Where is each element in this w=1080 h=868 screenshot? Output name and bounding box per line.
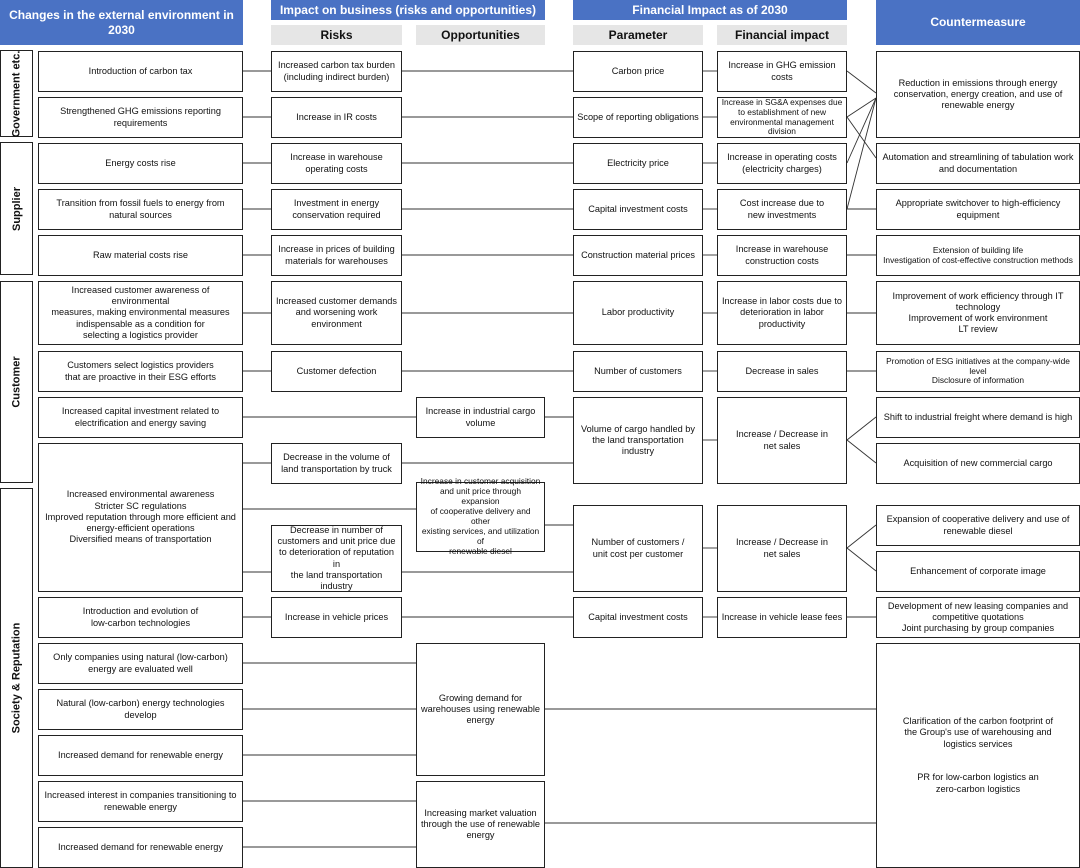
opportunity-box: Increase in industrial cargo volume bbox=[416, 397, 545, 438]
change-box: Increased interest in companies transitioning to renewable energy bbox=[38, 781, 243, 822]
financial-impact-box: Increase / Decrease in net sales bbox=[717, 397, 847, 484]
header-changes: Changes in the external environment in 2030 bbox=[0, 0, 243, 45]
financial-impact-box: Decrease in sales bbox=[717, 351, 847, 392]
parameter-box: Volume of cargo handled by the land transportation industry bbox=[573, 397, 703, 484]
category-customer bbox=[0, 281, 33, 483]
countermeasure-box: Shift to industrial freight where demand is high bbox=[876, 397, 1080, 438]
category-government bbox=[0, 50, 33, 137]
parameter-box: Labor productivity bbox=[573, 281, 703, 345]
countermeasure-box: Enhancement of corporate image bbox=[876, 551, 1080, 592]
opportunity-box: Increase in customer acquisition and unit price through expansion of cooperative delivery and other existing services, and utilization of renewable diesel bbox=[416, 482, 545, 552]
risk-box: Decrease in the volume of land transportation by truck bbox=[271, 443, 402, 484]
header-countermeasure: Countermeasure bbox=[876, 0, 1080, 45]
countermeasure-box: Promotion of ESG initiatives at the company-wide level Disclosure of information bbox=[876, 351, 1080, 392]
change-box: Increased demand for renewable energy bbox=[38, 827, 243, 868]
subheader-financial-impact: Financial impact bbox=[717, 25, 847, 45]
parameter-box: Carbon price bbox=[573, 51, 703, 92]
change-box: Raw material costs rise bbox=[38, 235, 243, 276]
parameter-box: Number of customers bbox=[573, 351, 703, 392]
parameter-box: Capital investment costs bbox=[573, 597, 703, 638]
risk-box: Increase in vehicle prices bbox=[271, 597, 402, 638]
parameter-box: Scope of reporting obligations bbox=[573, 97, 703, 138]
change-box: Natural (low-carbon) energy technologies develop bbox=[38, 689, 243, 730]
category-society-label: Society & Reputation bbox=[10, 622, 23, 734]
risk-box: Increase in IR costs bbox=[271, 97, 402, 138]
change-box: Increased demand for renewable energy bbox=[38, 735, 243, 776]
financial-impact-box: Increase in warehouse construction costs bbox=[717, 235, 847, 276]
change-box: Increased environmental awareness Stricter SC regulations Improved reputation through more efficient and energy-efficient operations Diversified means of transportation bbox=[38, 443, 243, 592]
risk-box: Increase in prices of building materials for warehouses bbox=[271, 235, 402, 276]
financial-impact-box: Increase in labor costs due to deterioration in labor productivity bbox=[717, 281, 847, 345]
change-box: Strengthened GHG emissions reporting requirements bbox=[38, 97, 243, 138]
change-box: Increased capital investment related to electrification and energy saving bbox=[38, 397, 243, 438]
change-box: Only companies using natural (low-carbon) energy are evaluated well bbox=[38, 643, 243, 684]
countermeasure-box: Reduction in emissions through energy conservation, energy creation, and use of renewable energy bbox=[876, 51, 1080, 138]
category-government-label: Government etc. bbox=[10, 50, 23, 137]
risk-box: Increased customer demands and worsening work environment bbox=[271, 281, 402, 345]
header-impact: Impact on business (risks and opportunities) bbox=[271, 0, 545, 20]
countermeasure-box: Appropriate switchover to high-efficiency equipment bbox=[876, 189, 1080, 230]
countermeasure-box: Development of new leasing companies and competitive quotations Joint purchasing by group companies bbox=[876, 597, 1080, 638]
countermeasure-box: Improvement of work efficiency through IT technology Improvement of work environment LT review bbox=[876, 281, 1080, 345]
parameter-box: Construction material prices bbox=[573, 235, 703, 276]
change-box: Increased customer awareness of environmental measures, making environmental measures indispensable as a condition for selecting a logistics provider bbox=[38, 281, 243, 345]
change-box: Transition from fossil fuels to energy from natural sources bbox=[38, 189, 243, 230]
subheader-opportunities: Opportunities bbox=[416, 25, 545, 45]
category-supplier bbox=[0, 142, 33, 275]
change-box: Customers select logistics providers that are proactive in their ESG efforts bbox=[38, 351, 243, 392]
financial-impact-box: Increase in operating costs (electricity charges) bbox=[717, 143, 847, 184]
risk-box: Investment in energy conservation required bbox=[271, 189, 402, 230]
risk-box: Increase in warehouse operating costs bbox=[271, 143, 402, 184]
subheader-risks: Risks bbox=[271, 25, 402, 45]
financial-impact-box: Increase in vehicle lease fees bbox=[717, 597, 847, 638]
category-supplier-label: Supplier bbox=[10, 186, 23, 231]
change-box: Energy costs rise bbox=[38, 143, 243, 184]
parameter-box: Number of customers / unit cost per customer bbox=[573, 505, 703, 592]
financial-impact-box: Increase / Decrease in net sales bbox=[717, 505, 847, 592]
change-box: Introduction of carbon tax bbox=[38, 51, 243, 92]
financial-impact-box: Increase in SG&A expenses due to establishment of new environmental management division bbox=[717, 97, 847, 138]
risk-box: Customer defection bbox=[271, 351, 402, 392]
subheader-parameter: Parameter bbox=[573, 25, 703, 45]
parameter-box: Capital investment costs bbox=[573, 189, 703, 230]
financial-impact-box: Increase in GHG emission costs bbox=[717, 51, 847, 92]
countermeasure-box: Clarification of the carbon footprint of the Group's use of warehousing and logistics services PR for low-carbon logistics an zero-carbon logistics bbox=[876, 643, 1080, 868]
risk-box: Decrease in number of customers and unit price due to deterioration of reputation in the land transportation industry bbox=[271, 525, 402, 592]
parameter-box: Electricity price bbox=[573, 143, 703, 184]
risk-box: Increased carbon tax burden (including indirect burden) bbox=[271, 51, 402, 92]
category-customer-label: Customer bbox=[10, 356, 23, 408]
opportunity-box: Growing demand for warehouses using renewable energy bbox=[416, 643, 545, 776]
category-society bbox=[0, 488, 33, 868]
opportunity-box: Increasing market valuation through the use of renewable energy bbox=[416, 781, 545, 868]
header-financial: Financial Impact as of 2030 bbox=[573, 0, 847, 20]
change-box: Introduction and evolution of low-carbon technologies bbox=[38, 597, 243, 638]
countermeasure-box: Automation and streamlining of tabulation work and documentation bbox=[876, 143, 1080, 184]
countermeasure-box: Acquisition of new commercial cargo bbox=[876, 443, 1080, 484]
financial-impact-box: Cost increase due to new investments bbox=[717, 189, 847, 230]
countermeasure-box: Extension of building life Investigation of cost-effective construction methods bbox=[876, 235, 1080, 276]
countermeasure-box: Expansion of cooperative delivery and use of renewable diesel bbox=[876, 505, 1080, 546]
